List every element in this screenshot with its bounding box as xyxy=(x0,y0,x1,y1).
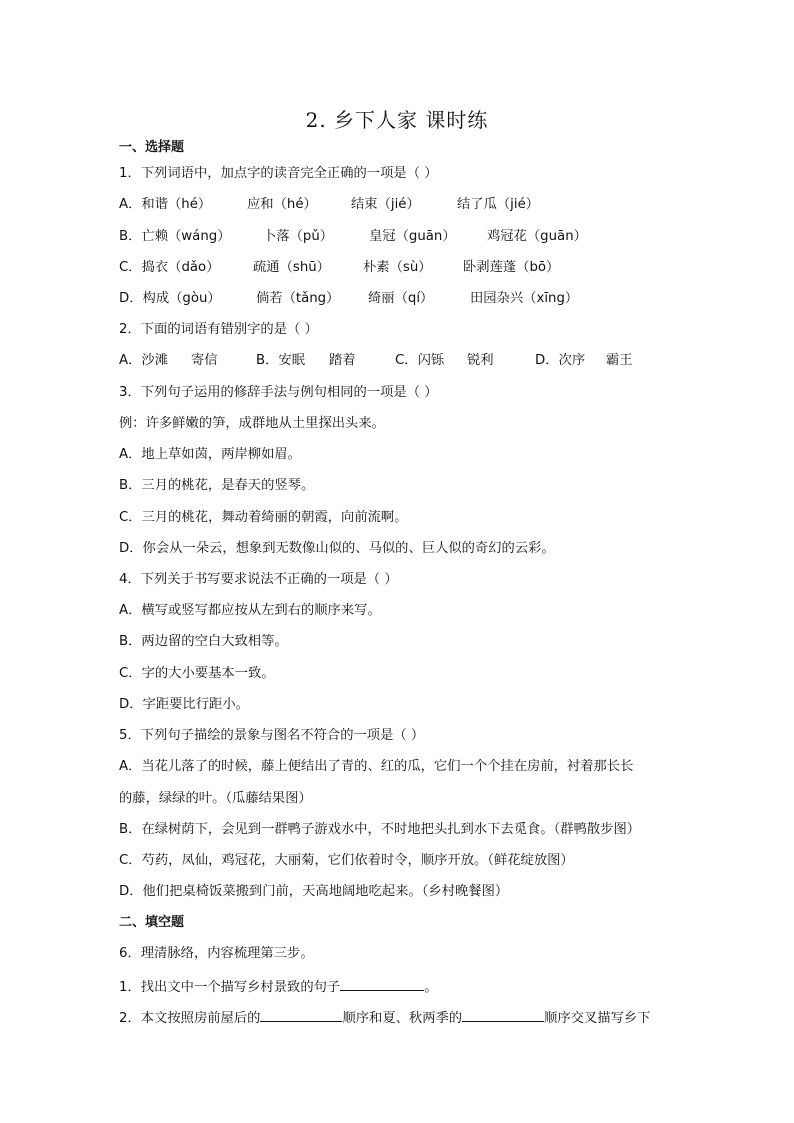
option-text: 卜落（pǔ） xyxy=(263,229,334,244)
sub-question-text: 顺序和夏、秋两季的 xyxy=(342,1011,463,1026)
option-text: 鸡冠花（guān） xyxy=(487,229,587,244)
question-3-option-c: C．三月的桃花，舞动着绮丽的朝霞，向前流啊。 xyxy=(119,510,408,525)
option-text: 田园杂兴（xīng） xyxy=(470,291,579,306)
question-1-option-row-b xyxy=(119,227,587,247)
question-5-stem: 5．下列句子描绘的景象与图名不符合的一项是（ ） xyxy=(119,728,425,743)
question-3-stem: 3．下列句子运用的修辞手法与例句相同的一项是（ ） xyxy=(119,385,438,400)
option-text: A．沙滩 xyxy=(119,353,168,368)
page-title: 2. 乡下人家 课时练 xyxy=(305,108,489,132)
option-text: 霸王 xyxy=(606,353,633,368)
question-3-option-a: A．地上草如茵，两岸柳如眉。 xyxy=(119,447,301,462)
sub-question-text: 顺序交叉描写乡下 xyxy=(544,1011,651,1026)
answer-blank[interactable] xyxy=(340,976,424,991)
option-text: C．闪铄 xyxy=(395,353,445,368)
question-4-option-c: C．字的大小要基本一致。 xyxy=(119,666,275,681)
option-text: 锐利 xyxy=(467,353,494,368)
question-5-option-b: B．在绿树荫下，会见到一群鸭子游戏水中，不时地把头扎到水下去觅食。（群鸭散步图） xyxy=(119,822,641,837)
option-text: 踏着 xyxy=(329,353,356,368)
question-3-option-b: B．三月的桃花，是春天的竖琴。 xyxy=(119,478,315,493)
question-1-option-row-d xyxy=(119,289,578,309)
option-text: 皇冠（guān） xyxy=(369,229,456,244)
option-text: 结了瓜（jié） xyxy=(457,197,540,212)
question-6-stem: 6．理清脉络，内容梳理第三步。 xyxy=(119,946,314,961)
question-5-option-a-line2: 的藤，绿绿的叶。（瓜藤结果图） xyxy=(119,791,312,806)
question-6-sub-2 xyxy=(119,1007,650,1029)
question-3-example: 例：许多鲜嫩的笋，成群地从土里探出头来。 xyxy=(119,416,385,431)
option-text: D．次序 xyxy=(535,353,586,368)
section-heading-choice: 一、选择题 xyxy=(119,140,185,155)
option-text: 结束（jié） xyxy=(351,197,420,212)
option-text: 疏通（shū） xyxy=(253,260,330,275)
option-text: C．捣衣（dǎo） xyxy=(119,260,220,275)
question-2-stem: 2．下面的词语有错别字的是（ ） xyxy=(119,322,318,337)
question-6-sub-1 xyxy=(119,976,438,998)
option-text: B．亡赖（wáng） xyxy=(119,229,231,244)
section-heading-fill: 二、填空题 xyxy=(119,915,185,930)
option-text: 倘若（tǎng） xyxy=(256,291,340,306)
option-text: 应和（hé） xyxy=(247,197,317,212)
option-text: B．安眠 xyxy=(256,353,306,368)
option-text: 寄信 xyxy=(191,353,218,368)
question-5-option-c: C．芍药，凤仙，鸡冠花，大丽菊，它们依着时令，顺序开放。（鲜花绽放图） xyxy=(119,853,574,868)
question-4-stem: 4．下列关于书写要求说法不正确的一项是（ ） xyxy=(119,572,398,587)
question-5-option-a-line1: A．当花儿落了的时候，藤上便结出了青的、红的瓜，它们一个个挂在房前，衬着那长长 xyxy=(119,759,634,774)
question-4-option-d: D．字距要比行距小。 xyxy=(119,697,249,712)
sub-question-text: 1．找出文中一个描写乡村景致的句子 xyxy=(119,980,341,995)
option-text: 绮丽（qí） xyxy=(368,291,434,306)
question-1-option-row-a xyxy=(119,195,539,215)
option-text: D．构成（gòu） xyxy=(119,291,221,306)
question-2-options xyxy=(119,351,633,371)
sub-question-text: 2．本文按照房前屋后的 xyxy=(119,1011,261,1026)
question-4-option-b: B．两边留的空白大致相等。 xyxy=(119,634,288,649)
answer-blank[interactable] xyxy=(260,1007,342,1022)
option-text: 卧剥莲蓬（bō） xyxy=(463,260,560,275)
option-text: 朴素（sù） xyxy=(363,260,432,275)
answer-blank[interactable] xyxy=(462,1007,544,1022)
option-text: A．和谐（hé） xyxy=(119,197,212,212)
question-4-option-a: A．横写或竖写都应按从左到右的顺序来写。 xyxy=(119,603,381,618)
question-3-option-d: D．你会从一朵云，想象到无数像山似的、马似的、巨人似的奇幻的云彩。 xyxy=(119,541,555,556)
question-5-option-d: D．他们把桌椅饭菜搬到门前，天高地阔地吃起来。（乡村晚餐图） xyxy=(119,884,509,899)
question-1-stem: 1．下列词语中，加点字的读音完全正确的一项是（ ） xyxy=(119,166,438,181)
question-1-option-row-c xyxy=(119,258,559,278)
sub-question-text: 。 xyxy=(424,980,438,995)
